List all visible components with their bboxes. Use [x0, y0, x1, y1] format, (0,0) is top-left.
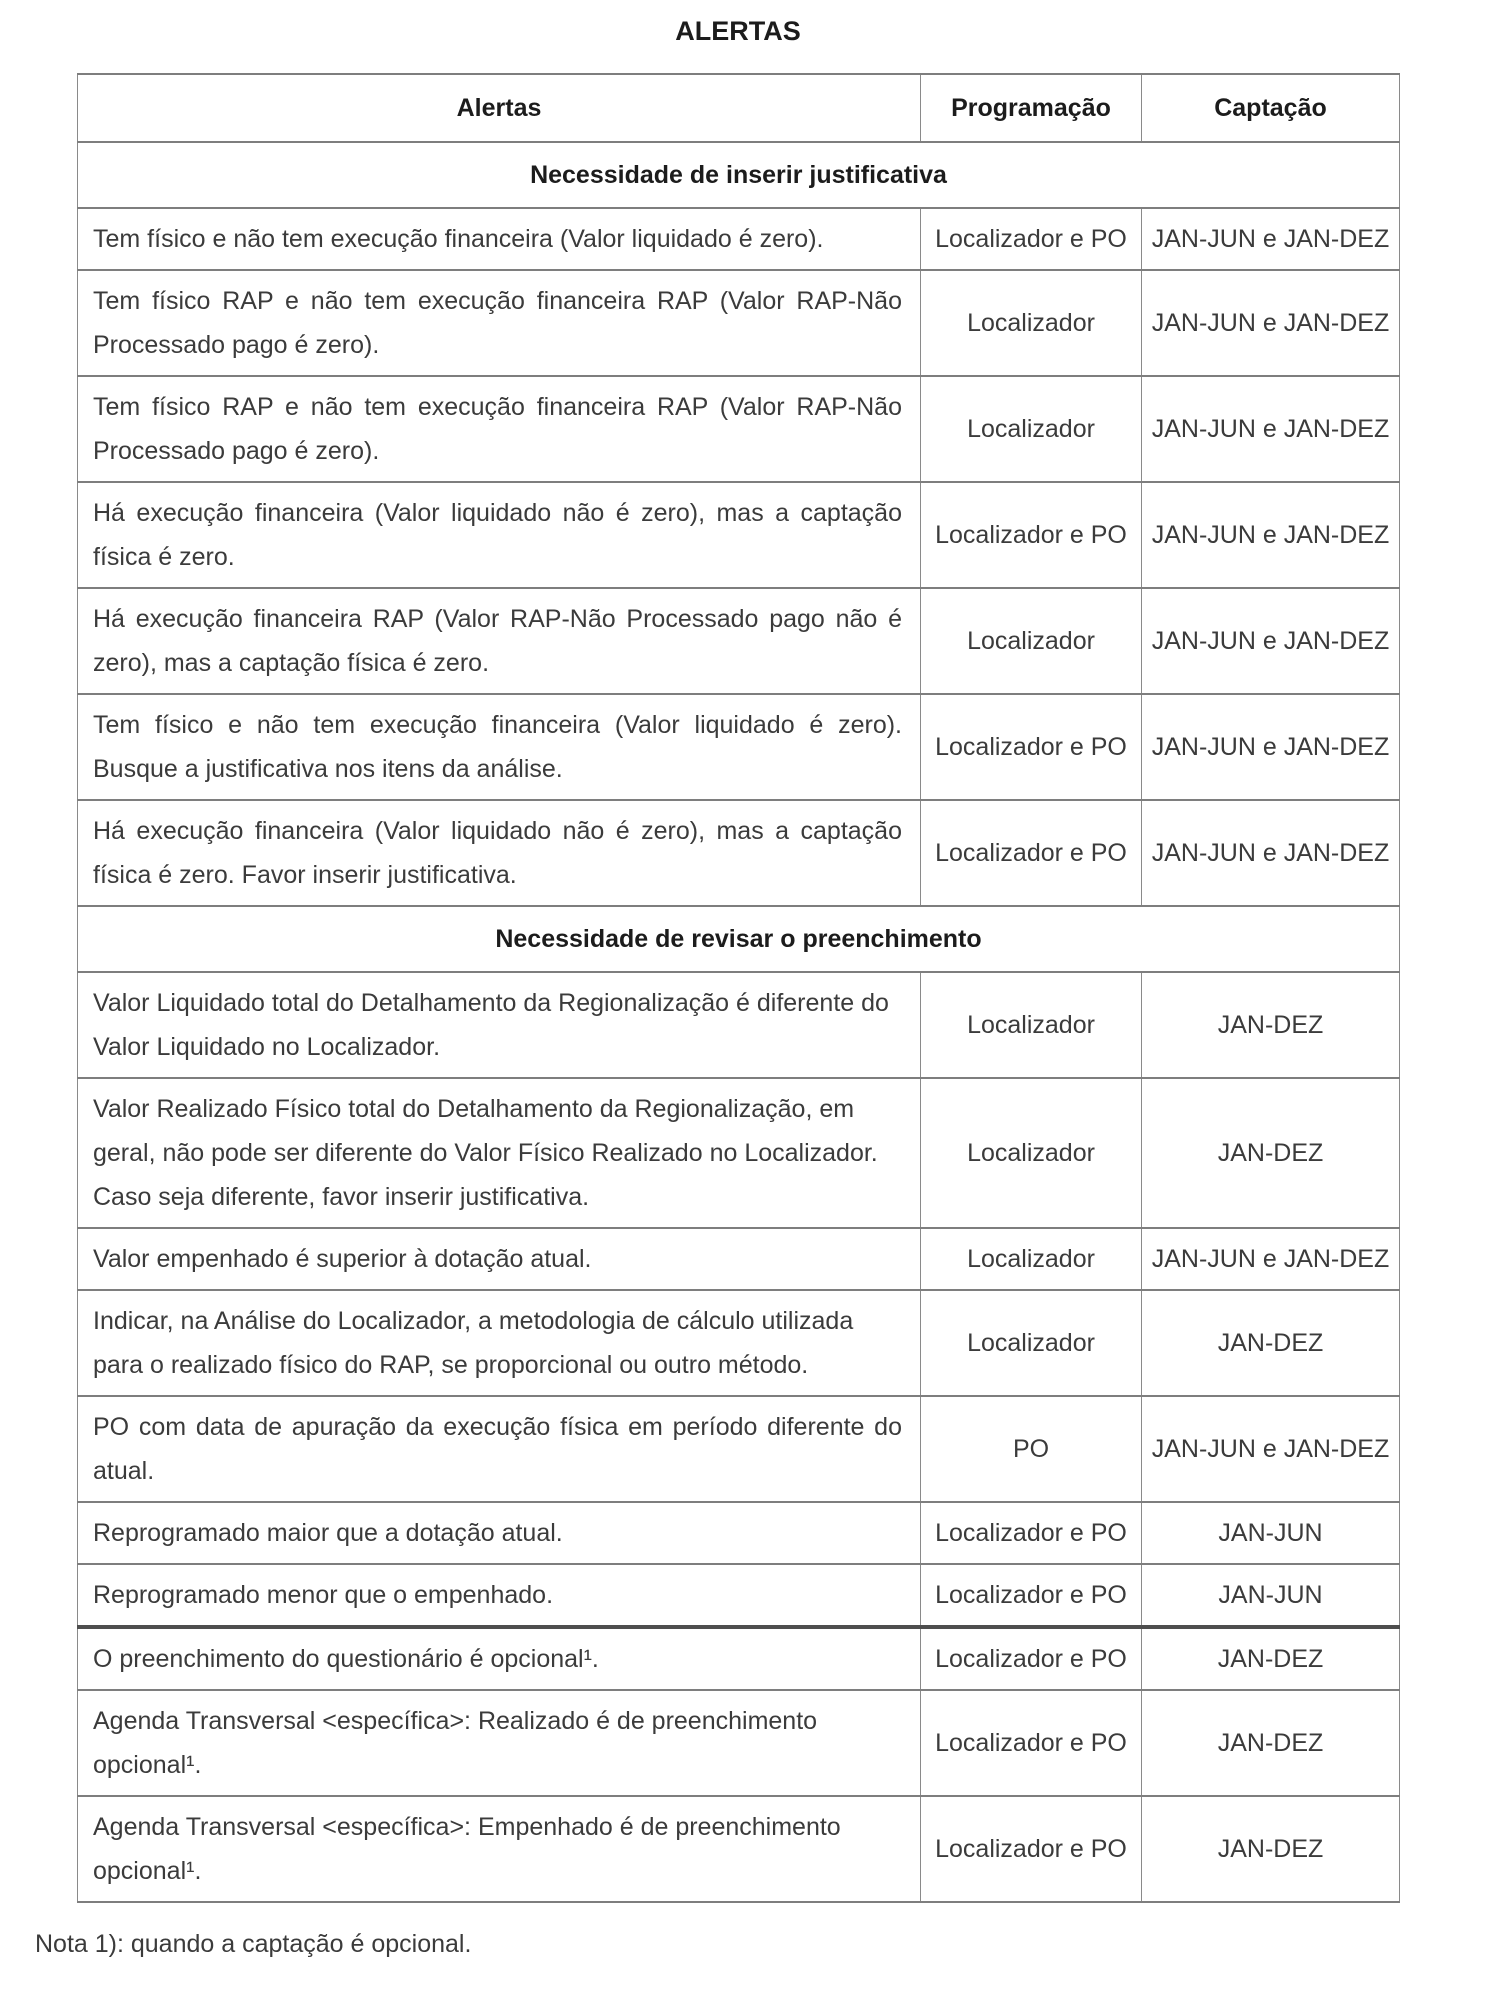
table-row — [78, 1502, 1400, 1564]
table-row — [78, 482, 1400, 588]
section-header: Necessidade de revisar o preenchimento — [78, 906, 1400, 972]
footnote: Nota 1): quando a captação é opcional. — [35, 1930, 472, 1958]
captacao-cell: JAN-DEZ — [1142, 972, 1400, 1078]
table-row — [78, 1564, 1400, 1627]
programacao-cell: Localizador — [921, 588, 1142, 694]
programacao-cell: Localizador e PO — [921, 208, 1142, 270]
table-row — [78, 1627, 1400, 1690]
alert-text-cell: Há execução financeira (Valor liquidado não é zero), mas a captação física é zero. Favor inserir justificativa. — [78, 800, 921, 906]
alert-text-cell: Tem físico RAP e não tem execução financeira RAP (Valor RAP-Não Processado pago é zero). — [78, 376, 921, 482]
alert-text-cell: Indicar, na Análise do Localizador, a metodologia de cálculo utilizada para o realizado físico do RAP, se proporcional ou outro método. — [78, 1290, 921, 1396]
table-header-row — [78, 74, 1400, 142]
captacao-cell: JAN-DEZ — [1142, 1627, 1400, 1690]
table-row — [78, 1290, 1400, 1396]
table-row — [78, 376, 1400, 482]
programacao-cell: Localizador — [921, 1078, 1142, 1228]
programacao-cell: Localizador e PO — [921, 800, 1142, 906]
programacao-cell: Localizador e PO — [921, 694, 1142, 800]
table-row — [78, 1228, 1400, 1290]
programacao-cell: Localizador e PO — [921, 1690, 1142, 1796]
section-header-row — [78, 142, 1400, 208]
alert-text-cell: Reprogramado maior que a dotação atual. — [78, 1502, 921, 1564]
programacao-cell: Localizador e PO — [921, 1627, 1142, 1690]
programacao-cell: Localizador — [921, 270, 1142, 376]
captacao-cell: JAN-JUN e JAN-DEZ — [1142, 588, 1400, 694]
alert-text-cell: PO com data de apuração da execução física em período diferente do atual. — [78, 1396, 921, 1502]
alert-text-cell: Tem físico e não tem execução financeira (Valor liquidado é zero). — [78, 208, 921, 270]
alert-text-cell: O preenchimento do questionário é opcional¹. — [78, 1627, 921, 1690]
captacao-cell: JAN-DEZ — [1142, 1078, 1400, 1228]
table-row — [78, 694, 1400, 800]
programacao-cell: PO — [921, 1396, 1142, 1502]
programacao-cell: Localizador e PO — [921, 1796, 1142, 1902]
programacao-cell: Localizador e PO — [921, 1564, 1142, 1627]
captacao-cell: JAN-JUN e JAN-DEZ — [1142, 270, 1400, 376]
alert-text-cell: Tem físico e não tem execução financeira (Valor liquidado é zero). Busque a justificativa nos itens da análise. — [78, 694, 921, 800]
programacao-cell: Localizador e PO — [921, 1502, 1142, 1564]
table-row — [78, 972, 1400, 1078]
table-row — [78, 588, 1400, 694]
alert-text-cell: Tem físico RAP e não tem execução financeira RAP (Valor RAP-Não Processado pago é zero). — [78, 270, 921, 376]
alerts-table — [77, 73, 1400, 1903]
column-header-captacao: Captação — [1142, 74, 1400, 142]
programacao-cell: Localizador e PO — [921, 482, 1142, 588]
programacao-cell: Localizador — [921, 972, 1142, 1078]
alert-text-cell: Agenda Transversal <específica>: Realizado é de preenchimento opcional¹. — [78, 1690, 921, 1796]
alert-text-cell: Há execução financeira (Valor liquidado não é zero), mas a captação física é zero. — [78, 482, 921, 588]
table-row — [78, 1796, 1400, 1902]
captacao-cell: JAN-JUN — [1142, 1502, 1400, 1564]
programacao-cell: Localizador — [921, 1228, 1142, 1290]
table-row — [78, 1078, 1400, 1228]
section-header-row — [78, 906, 1400, 972]
captacao-cell: JAN-DEZ — [1142, 1690, 1400, 1796]
alert-text-cell: Agenda Transversal <específica>: Empenhado é de preenchimento opcional¹. — [78, 1796, 921, 1902]
captacao-cell: JAN-JUN e JAN-DEZ — [1142, 1396, 1400, 1502]
alert-text-cell: Valor empenhado é superior à dotação atual. — [78, 1228, 921, 1290]
captacao-cell: JAN-JUN e JAN-DEZ — [1142, 376, 1400, 482]
column-header-alertas: Alertas — [78, 74, 921, 142]
alert-text-cell: Valor Liquidado total do Detalhamento da Regionalização é diferente do Valor Liquidado no Localizador. — [78, 972, 921, 1078]
alert-text-cell: Há execução financeira RAP (Valor RAP-Não Processado pago não é zero), mas a captação física é zero. — [78, 588, 921, 694]
table-row — [78, 1396, 1400, 1502]
table-row — [78, 208, 1400, 270]
programacao-cell: Localizador — [921, 1290, 1142, 1396]
column-header-programacao: Programação — [921, 74, 1142, 142]
section-header: Necessidade de inserir justificativa — [78, 142, 1400, 208]
alert-text-cell: Reprogramado menor que o empenhado. — [78, 1564, 921, 1627]
page-title: ALERTAS — [675, 16, 801, 46]
captacao-cell: JAN-DEZ — [1142, 1796, 1400, 1902]
captacao-cell: JAN-JUN e JAN-DEZ — [1142, 694, 1400, 800]
captacao-cell: JAN-DEZ — [1142, 1290, 1400, 1396]
table-row — [78, 1690, 1400, 1796]
captacao-cell: JAN-JUN e JAN-DEZ — [1142, 800, 1400, 906]
captacao-cell: JAN-JUN — [1142, 1564, 1400, 1627]
captacao-cell: JAN-JUN e JAN-DEZ — [1142, 482, 1400, 588]
table-row — [78, 270, 1400, 376]
programacao-cell: Localizador — [921, 376, 1142, 482]
captacao-cell: JAN-JUN e JAN-DEZ — [1142, 208, 1400, 270]
alert-text-cell: Valor Realizado Físico total do Detalhamento da Regionalização, em geral, não pode ser diferente do Valor Físico Realizado no Localizador. Caso seja diferente, favor inserir justificativa. — [78, 1078, 921, 1228]
table-row — [78, 800, 1400, 906]
captacao-cell: JAN-JUN e JAN-DEZ — [1142, 1228, 1400, 1290]
